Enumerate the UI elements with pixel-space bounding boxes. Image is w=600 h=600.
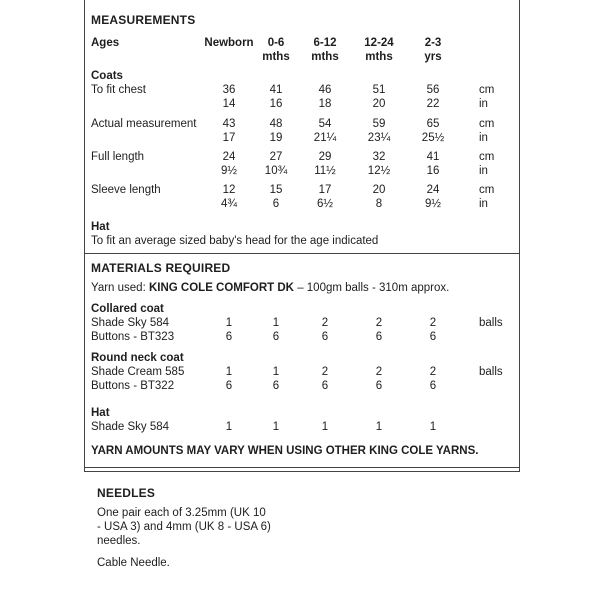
inch-value: 6½: [317, 198, 333, 210]
needles-line-3: needles.: [97, 535, 141, 547]
material-quantity: 6: [429, 380, 437, 392]
unit-in: in: [479, 132, 488, 144]
inch-value: 11½: [314, 165, 336, 177]
inch-value: 8: [375, 198, 383, 210]
cm-value: 24: [426, 184, 440, 196]
material-quantity: 1: [225, 317, 233, 329]
material-quantity: 6: [429, 331, 437, 343]
material-item-label: Shade Sky 584: [91, 317, 170, 329]
measurement-label: Full length: [91, 151, 145, 163]
inch-value: 12½: [367, 165, 391, 177]
inch-value: 18: [318, 98, 332, 110]
material-quantity: 2: [375, 317, 383, 329]
inch-value: 23¼: [367, 132, 391, 144]
cm-value: 65: [426, 118, 440, 130]
material-quantity: 6: [375, 380, 383, 392]
inch-value: 20: [372, 98, 386, 110]
material-item-label: Shade Sky 584: [91, 421, 170, 433]
unit-in: in: [479, 198, 488, 210]
material-quantity: 1: [375, 421, 383, 433]
material-quantity: 6: [272, 331, 280, 343]
material-quantity: 1: [272, 366, 280, 378]
cm-value: 56: [426, 84, 440, 96]
material-quantity: 2: [429, 317, 437, 329]
material-quantity: 6: [272, 380, 280, 392]
inch-value: 16: [426, 165, 440, 177]
age-column-header: 2-3 yrs: [424, 37, 442, 63]
measurement-label: To fit chest: [91, 84, 146, 96]
ages-label: Ages: [91, 37, 120, 49]
material-item-label: Buttons - BT323: [91, 331, 175, 343]
cm-value: 12: [222, 184, 236, 196]
hat-size-note: To fit an average sized baby's head for the age indicated: [91, 235, 379, 247]
cm-value: 41: [426, 151, 440, 163]
age-column-header: 12-24 mths: [364, 37, 394, 63]
measurements-heading: MEASUREMENTS: [91, 13, 196, 27]
material-quantity: 6: [375, 331, 383, 343]
unit-cm: cm: [479, 84, 495, 96]
yarn-warning: YARN AMOUNTS MAY VARY WHEN USING OTHER KING COLE YARNS.: [91, 445, 479, 457]
material-quantity: 1: [272, 317, 280, 329]
inch-value: 17: [222, 132, 236, 144]
material-unit: balls: [479, 366, 503, 378]
age-column-header: Newborn: [204, 37, 254, 49]
unit-cm: cm: [479, 118, 495, 130]
cm-value: 51: [372, 84, 386, 96]
material-quantity: 6: [321, 380, 329, 392]
yarn-suffix: – 100gm balls - 310m approx.: [294, 282, 450, 294]
inch-value: 25½: [421, 132, 445, 144]
yarn-prefix: Yarn used:: [91, 282, 149, 294]
age-column-header: 0-6 mths: [262, 37, 290, 63]
material-unit: balls: [479, 317, 503, 329]
section-divider-1: [84, 253, 520, 254]
material-quantity: 1: [272, 421, 280, 433]
material-quantity: 2: [321, 317, 329, 329]
cm-value: 41: [269, 84, 283, 96]
material-quantity: 2: [321, 366, 329, 378]
hat-label: Hat: [91, 221, 110, 233]
material-quantity: 1: [429, 421, 437, 433]
cm-value: 46: [318, 84, 332, 96]
material-quantity: 2: [375, 366, 383, 378]
cm-value: 17: [318, 184, 332, 196]
cm-value: 15: [269, 184, 283, 196]
unit-in: in: [479, 165, 488, 177]
material-quantity: 1: [225, 366, 233, 378]
cm-value: 29: [318, 151, 332, 163]
section-divider-2: [84, 467, 520, 468]
cm-value: 20: [372, 184, 386, 196]
inch-value: 6: [272, 198, 280, 210]
cm-value: 24: [222, 151, 236, 163]
cm-value: 36: [222, 84, 236, 96]
material-quantity: 6: [225, 331, 233, 343]
material-quantity: 6: [321, 331, 329, 343]
inch-value: 14: [222, 98, 236, 110]
cm-value: 43: [222, 118, 236, 130]
inch-value: 9½: [221, 165, 237, 177]
cm-value: 54: [318, 118, 332, 130]
yarn-name: KING COLE COMFORT DK: [148, 282, 294, 294]
inch-value: 21¼: [313, 132, 337, 144]
measurement-label: Actual measurement: [91, 118, 197, 130]
cm-value: 27: [269, 151, 283, 163]
unit-cm: cm: [479, 184, 495, 196]
inch-value: 10¾: [264, 165, 288, 177]
unit-in: in: [479, 98, 488, 110]
inch-value: 16: [269, 98, 283, 110]
material-quantity: 6: [225, 380, 233, 392]
needles-heading: NEEDLES: [97, 486, 156, 500]
coats-label: Coats: [91, 70, 123, 82]
yarn-used-line: [91, 281, 449, 295]
cm-value: 32: [372, 151, 386, 163]
material-quantity: 1: [321, 421, 329, 433]
material-quantity: 1: [225, 421, 233, 433]
material-item-label: Shade Cream 585: [91, 366, 185, 378]
cable-needle: Cable Needle.: [97, 557, 170, 569]
inch-value: 4¾: [221, 198, 237, 210]
material-quantity: 2: [429, 366, 437, 378]
inch-value: 9½: [425, 198, 441, 210]
age-column-header: 6-12 mths: [311, 37, 339, 63]
unit-cm: cm: [479, 151, 495, 163]
cm-value: 59: [372, 118, 386, 130]
inch-value: 22: [426, 98, 440, 110]
materials-group-title: Round neck coat: [91, 352, 184, 364]
cm-value: 48: [269, 118, 283, 130]
needles-line-2: - USA 3) and 4mm (UK 8 - USA 6): [97, 521, 271, 533]
materials-group-title: Collared coat: [91, 303, 164, 315]
material-item-label: Buttons - BT322: [91, 380, 175, 392]
materials-group-title: Hat: [91, 407, 110, 419]
measurement-label: Sleeve length: [91, 184, 161, 196]
materials-heading: MATERIALS REQUIRED: [91, 261, 231, 275]
inch-value: 19: [269, 132, 283, 144]
needles-line-1: One pair each of 3.25mm (UK 10: [97, 507, 266, 519]
